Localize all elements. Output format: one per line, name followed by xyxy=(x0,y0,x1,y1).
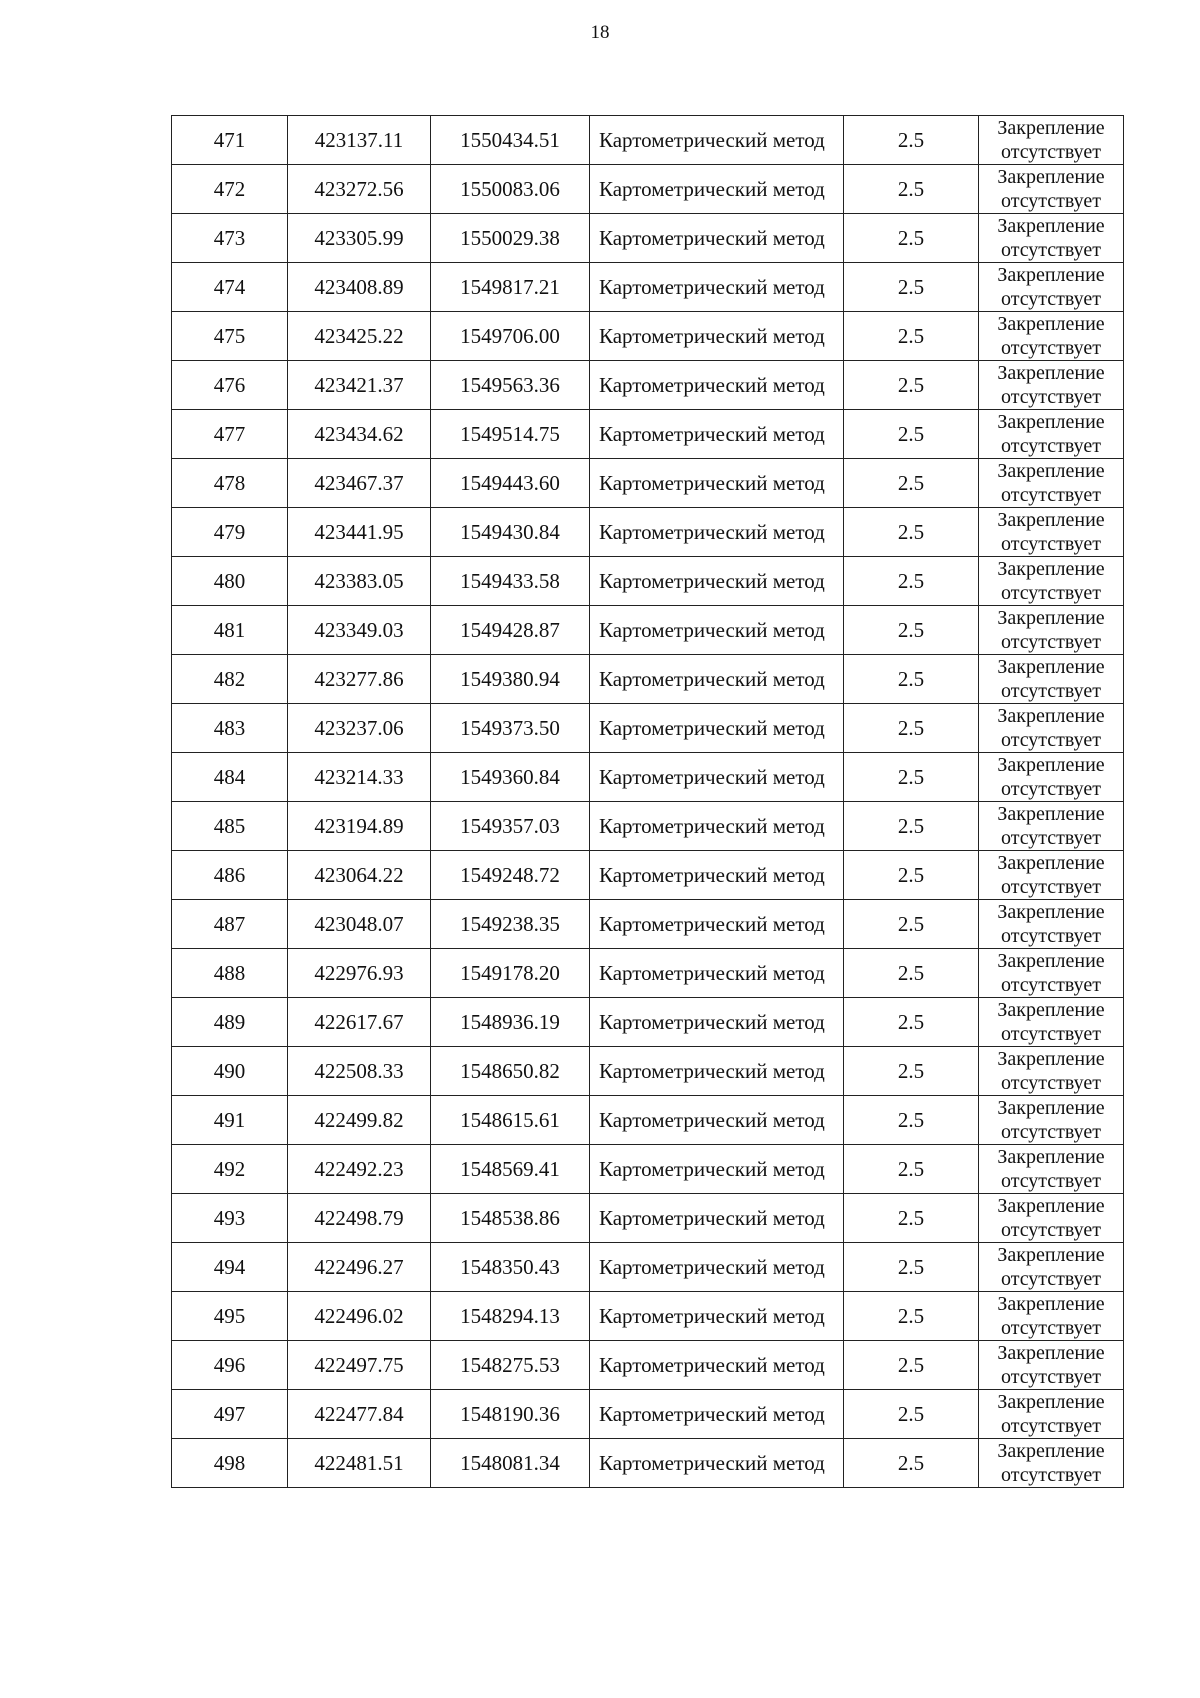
table-row xyxy=(172,949,1124,998)
fixation-cell xyxy=(979,1292,1124,1341)
fixation-cell xyxy=(979,165,1124,214)
table-row xyxy=(172,165,1124,214)
fixation-cell xyxy=(979,1194,1124,1243)
accuracy-cell: 2.5 xyxy=(844,606,979,655)
fixation-line: отсутствует xyxy=(1000,435,1102,457)
fixation-line: Закрепление xyxy=(997,1097,1105,1119)
fixation-line: Закрепление xyxy=(997,705,1105,727)
table-row xyxy=(172,802,1124,851)
fixation-line: отсутствует xyxy=(1000,288,1102,310)
coordinate-x-cell: 423349.03 xyxy=(288,606,431,655)
table-row xyxy=(172,1047,1124,1096)
coordinate-y-cell: 1549817.21 xyxy=(431,263,590,312)
table-row xyxy=(172,508,1124,557)
method-cell: Картометрический метод xyxy=(590,900,844,949)
point-number-cell: 493 xyxy=(172,1194,288,1243)
coordinate-x-cell: 422498.79 xyxy=(288,1194,431,1243)
method-cell: Картометрический метод xyxy=(590,1096,844,1145)
fixation-line: Закрепление xyxy=(997,1146,1105,1168)
coordinate-y-cell: 1548569.41 xyxy=(431,1145,590,1194)
coordinates-table xyxy=(171,115,1124,1488)
method-cell: Картометрический метод xyxy=(590,606,844,655)
coordinate-y-cell: 1549443.60 xyxy=(431,459,590,508)
fixation-line: Закрепление xyxy=(997,460,1105,482)
coordinate-x-cell: 423421.37 xyxy=(288,361,431,410)
accuracy-cell: 2.5 xyxy=(844,704,979,753)
fixation-line: Закрепление xyxy=(997,117,1105,139)
fixation-line: отсутствует xyxy=(1000,827,1102,849)
coordinate-y-cell: 1549178.20 xyxy=(431,949,590,998)
fixation-cell xyxy=(979,361,1124,410)
point-number-cell: 495 xyxy=(172,1292,288,1341)
table-row xyxy=(172,655,1124,704)
accuracy-cell: 2.5 xyxy=(844,1341,979,1390)
fixation-cell xyxy=(979,802,1124,851)
method-cell: Картометрический метод xyxy=(590,1341,844,1390)
point-number-cell: 477 xyxy=(172,410,288,459)
table-row xyxy=(172,1096,1124,1145)
fixation-cell xyxy=(979,410,1124,459)
fixation-line: Закрепление xyxy=(997,166,1105,188)
coordinate-y-cell: 1549430.84 xyxy=(431,508,590,557)
coordinate-y-cell: 1550434.51 xyxy=(431,116,590,165)
method-cell: Картометрический метод xyxy=(590,214,844,263)
table-row xyxy=(172,1292,1124,1341)
coordinate-y-cell: 1548650.82 xyxy=(431,1047,590,1096)
point-number-cell: 481 xyxy=(172,606,288,655)
fixation-cell xyxy=(979,900,1124,949)
accuracy-cell: 2.5 xyxy=(844,116,979,165)
accuracy-cell: 2.5 xyxy=(844,851,979,900)
fixation-cell xyxy=(979,557,1124,606)
point-number-cell: 488 xyxy=(172,949,288,998)
fixation-line: отсутствует xyxy=(1000,239,1102,261)
accuracy-cell: 2.5 xyxy=(844,900,979,949)
fixation-line: Закрепление xyxy=(997,1048,1105,1070)
coordinate-x-cell: 422496.27 xyxy=(288,1243,431,1292)
fixation-line: отсутствует xyxy=(1000,1268,1102,1290)
point-number-cell: 497 xyxy=(172,1390,288,1439)
page-number: 18 xyxy=(590,22,610,43)
accuracy-cell: 2.5 xyxy=(844,753,979,802)
point-number-cell: 496 xyxy=(172,1341,288,1390)
table-body xyxy=(172,116,1124,1488)
method-cell: Картометрический метод xyxy=(590,1390,844,1439)
fixation-line: Закрепление xyxy=(997,803,1105,825)
point-number-cell: 472 xyxy=(172,165,288,214)
coordinate-x-cell: 422497.75 xyxy=(288,1341,431,1390)
point-number-cell: 471 xyxy=(172,116,288,165)
fixation-cell xyxy=(979,459,1124,508)
fixation-line: Закрепление xyxy=(997,313,1105,335)
accuracy-cell: 2.5 xyxy=(844,312,979,361)
fixation-line: Закрепление xyxy=(997,1293,1105,1315)
point-number-cell: 484 xyxy=(172,753,288,802)
coordinate-x-cell: 423272.56 xyxy=(288,165,431,214)
fixation-line: Закрепление xyxy=(997,852,1105,874)
coordinate-y-cell: 1549433.58 xyxy=(431,557,590,606)
fixation-cell xyxy=(979,655,1124,704)
method-cell: Картометрический метод xyxy=(590,1439,844,1488)
coordinate-x-cell: 423467.37 xyxy=(288,459,431,508)
coordinate-x-cell: 423064.22 xyxy=(288,851,431,900)
point-number-cell: 498 xyxy=(172,1439,288,1488)
accuracy-cell: 2.5 xyxy=(844,361,979,410)
method-cell: Картометрический метод xyxy=(590,557,844,606)
fixation-line: отсутствует xyxy=(1000,876,1102,898)
point-number-cell: 482 xyxy=(172,655,288,704)
fixation-cell xyxy=(979,1047,1124,1096)
point-number-cell: 479 xyxy=(172,508,288,557)
fixation-line: отсутствует xyxy=(1000,1317,1102,1339)
accuracy-cell: 2.5 xyxy=(844,1292,979,1341)
table-row xyxy=(172,1341,1124,1390)
table-row xyxy=(172,557,1124,606)
fixation-cell xyxy=(979,1439,1124,1488)
coordinate-y-cell: 1549248.72 xyxy=(431,851,590,900)
method-cell: Картометрический метод xyxy=(590,655,844,704)
table-row xyxy=(172,1243,1124,1292)
fixation-line: Закрепление xyxy=(997,1195,1105,1217)
coordinate-y-cell: 1548538.86 xyxy=(431,1194,590,1243)
fixation-cell xyxy=(979,312,1124,361)
table-row xyxy=(172,1194,1124,1243)
coordinate-y-cell: 1549563.36 xyxy=(431,361,590,410)
coordinate-x-cell: 423425.22 xyxy=(288,312,431,361)
fixation-line: отсутствует xyxy=(1000,1219,1102,1241)
fixation-line: отсутствует xyxy=(1000,680,1102,702)
fixation-cell xyxy=(979,949,1124,998)
method-cell: Картометрический метод xyxy=(590,263,844,312)
method-cell: Картометрический метод xyxy=(590,361,844,410)
coordinate-x-cell: 423194.89 xyxy=(288,802,431,851)
fixation-line: отсутствует xyxy=(1000,974,1102,996)
fixation-line: отсутствует xyxy=(1000,1464,1102,1486)
accuracy-cell: 2.5 xyxy=(844,655,979,704)
fixation-line: Закрепление xyxy=(997,901,1105,923)
table-row xyxy=(172,263,1124,312)
method-cell: Картометрический метод xyxy=(590,410,844,459)
point-number-cell: 492 xyxy=(172,1145,288,1194)
method-cell: Картометрический метод xyxy=(590,802,844,851)
coordinate-x-cell: 423237.06 xyxy=(288,704,431,753)
table-row xyxy=(172,312,1124,361)
coordinate-x-cell: 423383.05 xyxy=(288,557,431,606)
fixation-line: Закрепление xyxy=(997,215,1105,237)
coordinate-y-cell: 1548350.43 xyxy=(431,1243,590,1292)
fixation-cell xyxy=(979,753,1124,802)
accuracy-cell: 2.5 xyxy=(844,214,979,263)
coordinate-x-cell: 423408.89 xyxy=(288,263,431,312)
accuracy-cell: 2.5 xyxy=(844,1145,979,1194)
method-cell: Картометрический метод xyxy=(590,459,844,508)
table-row xyxy=(172,1439,1124,1488)
point-number-cell: 476 xyxy=(172,361,288,410)
fixation-line: отсутствует xyxy=(1000,778,1102,800)
fixation-line: отсутствует xyxy=(1000,141,1102,163)
accuracy-cell: 2.5 xyxy=(844,1439,979,1488)
fixation-line: Закрепление xyxy=(997,411,1105,433)
coordinate-y-cell: 1549238.35 xyxy=(431,900,590,949)
coordinate-x-cell: 423048.07 xyxy=(288,900,431,949)
coordinate-x-cell: 422496.02 xyxy=(288,1292,431,1341)
table-row xyxy=(172,214,1124,263)
table-row xyxy=(172,704,1124,753)
method-cell: Картометрический метод xyxy=(590,1243,844,1292)
table-row xyxy=(172,1390,1124,1439)
coordinate-y-cell: 1548936.19 xyxy=(431,998,590,1047)
fixation-line: Закрепление xyxy=(997,607,1105,629)
method-cell: Картометрический метод xyxy=(590,1145,844,1194)
fixation-line: отсутствует xyxy=(1000,386,1102,408)
point-number-cell: 491 xyxy=(172,1096,288,1145)
fixation-line: Закрепление xyxy=(997,999,1105,1021)
fixation-line: Закрепление xyxy=(997,754,1105,776)
fixation-line: Закрепление xyxy=(997,558,1105,580)
table-row xyxy=(172,851,1124,900)
point-number-cell: 490 xyxy=(172,1047,288,1096)
coordinate-y-cell: 1549706.00 xyxy=(431,312,590,361)
fixation-line: отсутствует xyxy=(1000,925,1102,947)
coordinate-x-cell: 423214.33 xyxy=(288,753,431,802)
fixation-line: Закрепление xyxy=(997,1440,1105,1462)
method-cell: Картометрический метод xyxy=(590,1292,844,1341)
method-cell: Картометрический метод xyxy=(590,949,844,998)
fixation-line: Закрепление xyxy=(997,509,1105,531)
point-number-cell: 473 xyxy=(172,214,288,263)
coordinate-y-cell: 1548190.36 xyxy=(431,1390,590,1439)
point-number-cell: 475 xyxy=(172,312,288,361)
coordinate-x-cell: 423434.62 xyxy=(288,410,431,459)
accuracy-cell: 2.5 xyxy=(844,1047,979,1096)
coordinate-x-cell: 423137.11 xyxy=(288,116,431,165)
table-row xyxy=(172,361,1124,410)
table-row xyxy=(172,900,1124,949)
accuracy-cell: 2.5 xyxy=(844,1096,979,1145)
fixation-cell xyxy=(979,508,1124,557)
coordinate-y-cell: 1548294.13 xyxy=(431,1292,590,1341)
coordinate-y-cell: 1550029.38 xyxy=(431,214,590,263)
coordinate-x-cell: 423305.99 xyxy=(288,214,431,263)
fixation-line: отсутствует xyxy=(1000,337,1102,359)
fixation-cell xyxy=(979,214,1124,263)
coordinate-y-cell: 1550083.06 xyxy=(431,165,590,214)
point-number-cell: 489 xyxy=(172,998,288,1047)
table-row xyxy=(172,753,1124,802)
table-row xyxy=(172,116,1124,165)
accuracy-cell: 2.5 xyxy=(844,998,979,1047)
coordinate-x-cell: 422499.82 xyxy=(288,1096,431,1145)
fixation-line: отсутствует xyxy=(1000,1366,1102,1388)
table-row xyxy=(172,1145,1124,1194)
coordinate-y-cell: 1549373.50 xyxy=(431,704,590,753)
coordinate-y-cell: 1548615.61 xyxy=(431,1096,590,1145)
coordinate-x-cell: 423441.95 xyxy=(288,508,431,557)
coordinate-y-cell: 1549514.75 xyxy=(431,410,590,459)
accuracy-cell: 2.5 xyxy=(844,1390,979,1439)
coordinate-x-cell: 422508.33 xyxy=(288,1047,431,1096)
accuracy-cell: 2.5 xyxy=(844,557,979,606)
method-cell: Картометрический метод xyxy=(590,753,844,802)
fixation-cell xyxy=(979,851,1124,900)
fixation-line: отсутствует xyxy=(1000,582,1102,604)
table-row xyxy=(172,998,1124,1047)
coordinate-y-cell: 1549428.87 xyxy=(431,606,590,655)
fixation-line: Закрепление xyxy=(997,1342,1105,1364)
accuracy-cell: 2.5 xyxy=(844,459,979,508)
accuracy-cell: 2.5 xyxy=(844,410,979,459)
fixation-line: отсутствует xyxy=(1000,190,1102,212)
table-row xyxy=(172,606,1124,655)
accuracy-cell: 2.5 xyxy=(844,1194,979,1243)
fixation-line: отсутствует xyxy=(1000,729,1102,751)
method-cell: Картометрический метод xyxy=(590,1047,844,1096)
coordinate-y-cell: 1548081.34 xyxy=(431,1439,590,1488)
method-cell: Картометрический метод xyxy=(590,998,844,1047)
fixation-cell xyxy=(979,1145,1124,1194)
table-row xyxy=(172,459,1124,508)
point-number-cell: 494 xyxy=(172,1243,288,1292)
accuracy-cell: 2.5 xyxy=(844,165,979,214)
method-cell: Картометрический метод xyxy=(590,704,844,753)
point-number-cell: 487 xyxy=(172,900,288,949)
point-number-cell: 485 xyxy=(172,802,288,851)
coordinate-x-cell: 422976.93 xyxy=(288,949,431,998)
method-cell: Картометрический метод xyxy=(590,165,844,214)
point-number-cell: 480 xyxy=(172,557,288,606)
fixation-line: отсутствует xyxy=(1000,1023,1102,1045)
coordinate-y-cell: 1549380.94 xyxy=(431,655,590,704)
fixation-line: отсутствует xyxy=(1000,631,1102,653)
method-cell: Картометрический метод xyxy=(590,508,844,557)
fixation-line: Закрепление xyxy=(997,950,1105,972)
coordinate-x-cell: 422477.84 xyxy=(288,1390,431,1439)
coordinate-y-cell: 1549360.84 xyxy=(431,753,590,802)
fixation-line: Закрепление xyxy=(997,1391,1105,1413)
fixation-cell xyxy=(979,606,1124,655)
fixation-line: отсутствует xyxy=(1000,1121,1102,1143)
fixation-cell xyxy=(979,704,1124,753)
fixation-line: Закрепление xyxy=(997,1244,1105,1266)
fixation-line: Закрепление xyxy=(997,264,1105,286)
accuracy-cell: 2.5 xyxy=(844,802,979,851)
point-number-cell: 486 xyxy=(172,851,288,900)
coordinate-x-cell: 422481.51 xyxy=(288,1439,431,1488)
accuracy-cell: 2.5 xyxy=(844,263,979,312)
fixation-cell xyxy=(979,1243,1124,1292)
fixation-cell xyxy=(979,263,1124,312)
coordinate-x-cell: 422492.23 xyxy=(288,1145,431,1194)
accuracy-cell: 2.5 xyxy=(844,1243,979,1292)
point-number-cell: 478 xyxy=(172,459,288,508)
method-cell: Картометрический метод xyxy=(590,312,844,361)
fixation-line: отсутствует xyxy=(1000,484,1102,506)
table-row xyxy=(172,410,1124,459)
fixation-line: Закрепление xyxy=(997,656,1105,678)
fixation-cell xyxy=(979,116,1124,165)
point-number-cell: 483 xyxy=(172,704,288,753)
fixation-line: Закрепление xyxy=(997,362,1105,384)
coordinate-x-cell: 422617.67 xyxy=(288,998,431,1047)
coordinate-x-cell: 423277.86 xyxy=(288,655,431,704)
accuracy-cell: 2.5 xyxy=(844,949,979,998)
fixation-line: отсутствует xyxy=(1000,1415,1102,1437)
coordinate-y-cell: 1549357.03 xyxy=(431,802,590,851)
coordinate-y-cell: 1548275.53 xyxy=(431,1341,590,1390)
method-cell: Картометрический метод xyxy=(590,1194,844,1243)
fixation-cell xyxy=(979,1096,1124,1145)
fixation-cell xyxy=(979,1390,1124,1439)
accuracy-cell: 2.5 xyxy=(844,508,979,557)
fixation-line: отсутствует xyxy=(1000,1072,1102,1094)
method-cell: Картометрический метод xyxy=(590,116,844,165)
fixation-line: отсутствует xyxy=(1000,533,1102,555)
point-number-cell: 474 xyxy=(172,263,288,312)
fixation-cell xyxy=(979,1341,1124,1390)
fixation-cell xyxy=(979,998,1124,1047)
method-cell: Картометрический метод xyxy=(590,851,844,900)
fixation-line: отсутствует xyxy=(1000,1170,1102,1192)
